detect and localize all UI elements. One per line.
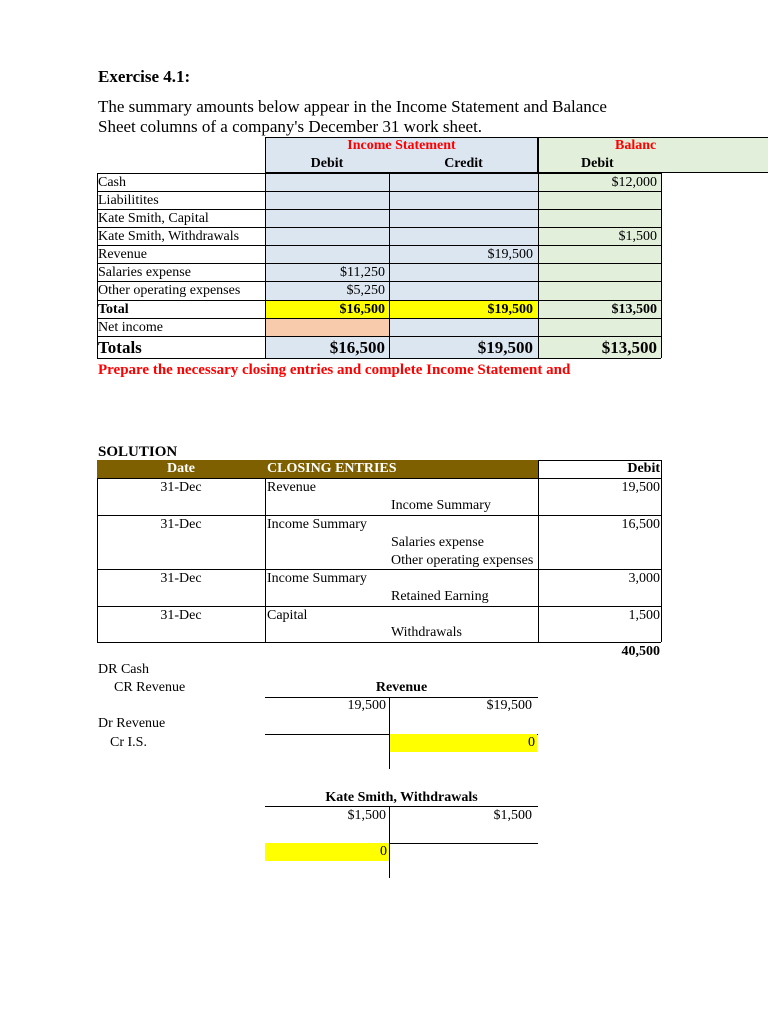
- bs-debit-header: Debit: [581, 156, 614, 171]
- totals-bs-debit: $13,500: [601, 338, 657, 357]
- entry-credit-account: Salaries expense: [391, 535, 484, 550]
- exercise-title: Exercise 4.1:: [98, 67, 191, 86]
- note-cr-revenue: CR Revenue: [114, 680, 186, 695]
- t-account-title: Revenue: [375, 680, 428, 695]
- total-is-credit: $19,500: [487, 302, 533, 317]
- note-cr-is: Cr I.S.: [110, 735, 147, 750]
- row-label: Cash: [98, 175, 126, 190]
- debit-total: 40,500: [621, 644, 660, 659]
- intro-line-1: The summary amounts below appear in the Income Statement and Balance: [98, 97, 607, 116]
- t-account-title: Kate Smith, Withdrawals: [325, 790, 478, 805]
- row-label: Revenue: [98, 247, 147, 262]
- withdrawals-bs-debit: $1,500: [618, 229, 657, 244]
- t-account-balance: 0: [380, 844, 387, 859]
- entry-credit-account: Other operating expenses: [391, 553, 534, 568]
- instruction-text: Prepare the necessary closing entries and complete Income Statement and: [98, 362, 571, 378]
- row-label: Kate Smith, Withdrawals: [98, 229, 240, 244]
- entry-date: 31-Dec: [160, 480, 202, 495]
- total-bs-debit: $13,500: [611, 302, 657, 317]
- date-header: Date: [167, 461, 195, 476]
- entry-debit: 3,000: [628, 571, 660, 586]
- entry-account: Income Summary: [267, 517, 367, 532]
- debit-header: Debit: [627, 461, 660, 476]
- closing-entries-header: CLOSING ENTRIES: [267, 461, 397, 476]
- net-income-label: Net income: [98, 320, 163, 335]
- solution-heading: SOLUTION: [98, 444, 178, 460]
- entry-debit: 16,500: [621, 517, 660, 532]
- salaries-is-debit: $11,250: [340, 265, 385, 280]
- totals-is-debit: $16,500: [329, 338, 385, 357]
- row-label: Other operating expenses: [98, 283, 241, 298]
- entry-debit: 19,500: [621, 480, 660, 495]
- other-expenses-is-debit: $5,250: [346, 283, 385, 298]
- totals-is-credit: $19,500: [477, 338, 533, 357]
- is-debit-header: Debit: [310, 156, 344, 171]
- row-label: Kate Smith, Capital: [98, 211, 209, 226]
- entry-credit-account: Withdrawals: [391, 625, 462, 640]
- entry-credit-account: Retained Earning: [391, 589, 489, 604]
- income-statement-header: Income Statement: [347, 138, 456, 153]
- t-account-left-value: 19,500: [347, 698, 386, 713]
- is-credit-header: Credit: [444, 156, 483, 171]
- revenue-is-credit: $19,500: [487, 247, 533, 262]
- row-label: Salaries expense: [98, 265, 191, 280]
- entry-date: 31-Dec: [160, 517, 202, 532]
- cash-bs-debit: $12,000: [611, 175, 657, 190]
- totals-label: Totals: [98, 338, 142, 357]
- net-income-debit-fill: [265, 318, 389, 336]
- intro-line-2: Sheet columns of a company's December 31 work sheet.: [98, 117, 483, 136]
- entry-account: Capital: [267, 608, 308, 623]
- balance-sheet-header: Balanc: [615, 138, 657, 153]
- note-dr-revenue: Dr Revenue: [98, 716, 166, 731]
- entry-debit: 1,500: [628, 608, 660, 623]
- t-account-left-value: $1,500: [347, 808, 386, 823]
- total-is-debit: $16,500: [339, 302, 385, 317]
- entry-account: Income Summary: [267, 571, 367, 586]
- entry-date: 31-Dec: [160, 608, 202, 623]
- row-label: Liabilitites: [98, 193, 159, 208]
- entry-account: Revenue: [267, 480, 316, 495]
- net-income-bs-fill: [538, 318, 661, 336]
- entry-credit-account: Income Summary: [391, 498, 491, 513]
- t-account-balance: 0: [528, 735, 535, 750]
- total-label: Total: [98, 302, 129, 317]
- t-account-right-value: $1,500: [493, 808, 532, 823]
- t-account-right-value: $19,500: [486, 698, 532, 713]
- note-dr-cash: DR Cash: [98, 662, 149, 677]
- entry-date: 31-Dec: [160, 571, 202, 586]
